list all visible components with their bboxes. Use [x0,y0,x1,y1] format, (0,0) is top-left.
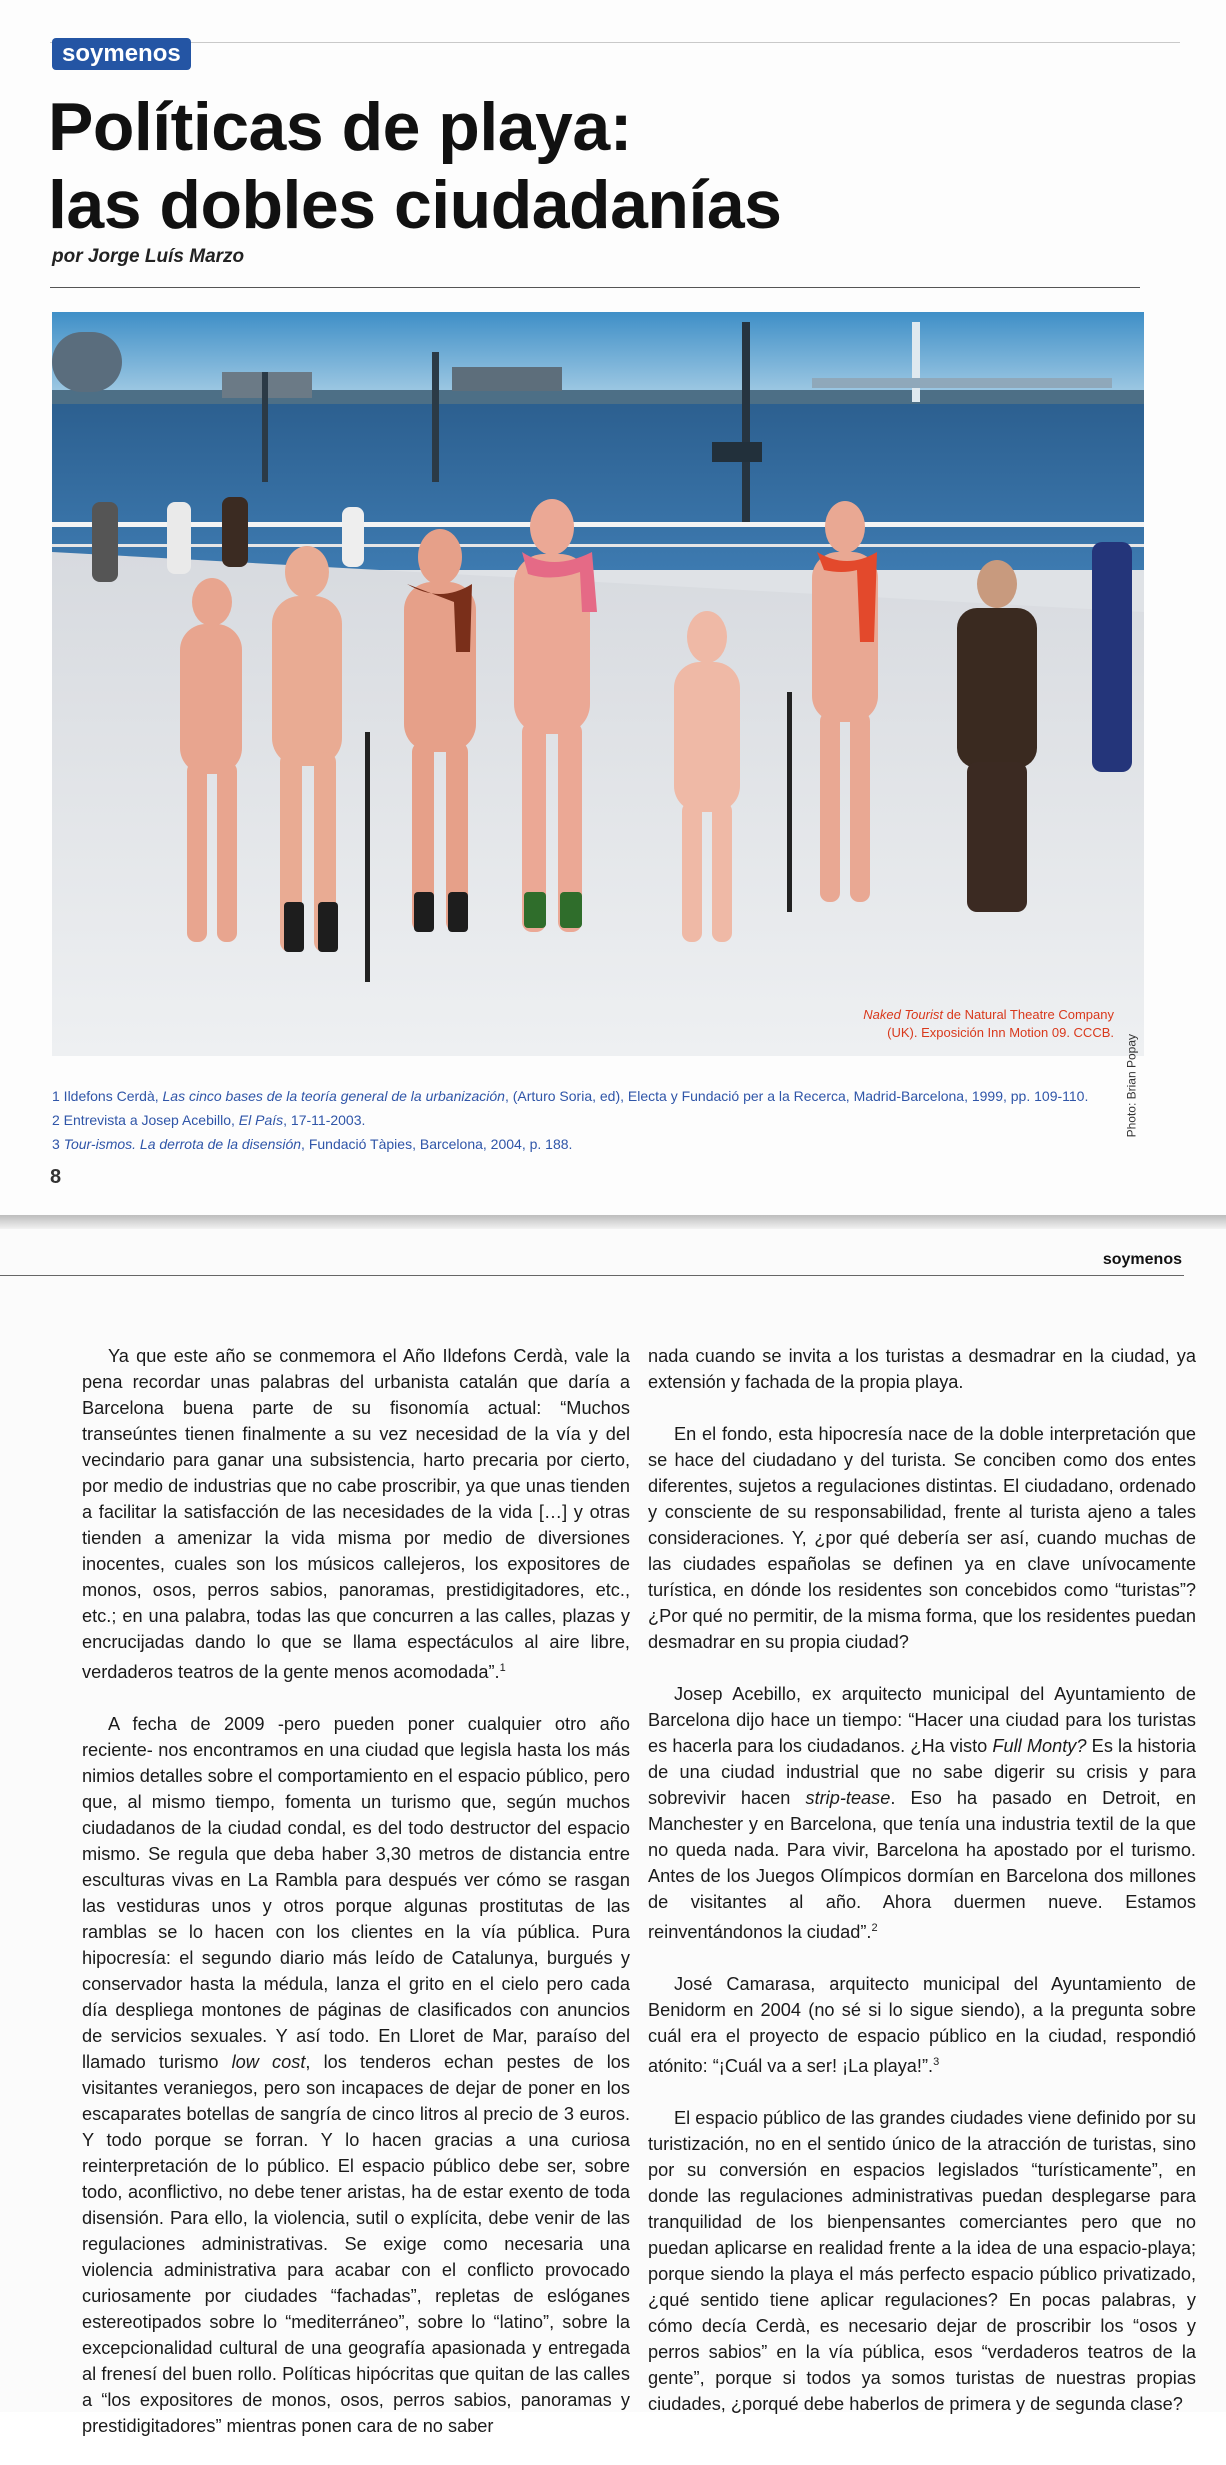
photo-caption [854,1006,1114,1042]
title-line-1: Políticas de playa: [48,89,632,165]
footnote-ref: 2 [871,1922,878,1934]
byline-rule [50,287,1140,288]
byline: por Jorge Luís Marzo [52,246,245,267]
paragraph: Ya que este año se conmemora el Año Ildefons Cerdà, vale la pena recordar unas palabras del urbanista catalán que daría a Barcelona buena parte de su fisonomía actual: “Muchos transeúntes tienen finalmente a su vez necesidad de la vía y del vecindario para ganar una subsistencia, harto precaria por cierto, por medio de industrias que no cabe proscribir, ya que unas tienden a facilitar la satisfacción de las necesidades de la vida […] y otras tienden a amenizar la vida misma por medio de diversiones inocentes, cuales son los músicos callejeros, los expositores de monos, osos, perros sabios, panoramas, prestidigitadores, etc., etc.; en una palabra, todas las que concurren a las calles, plazas y encrucijadas dando lo que se llama espectáculos al aire libre, verdaderos teatros de la gente menos acomodada”.$^1$ [82,1346,630,1683]
top-rule [50,42,1180,43]
header-rule [0,1275,1184,1276]
magazine-page-9 [0,1229,1226,2437]
magazine-page-8 [0,0,1226,1215]
text-column-right [648,1343,1196,2443]
footnote-ref: 3 [933,2056,940,2069]
page-divider [0,1215,1226,1229]
photo-credit: Photo: Brian Popay [1124,1034,1138,1138]
title-line-2: las dobles ciudadanías [48,167,782,243]
caption-text: de Natural Theatre Company (UK). Exposición Inn Motion 09. CCCB. [887,1007,1114,1040]
caption-title: Naked Tourist [863,1007,943,1022]
footnote-2: 2 Entrevista a Josep Acebillo, El País, 17-11-2003. [52,1112,366,1128]
footnote-ref: 1 [499,1662,506,1674]
paragraph: Josep Acebillo, ex arquitecto municipal del Ayuntamiento de Barcelona dijo hace un tiempo: “Hacer una ciudad para los turistas es hacerla para los ciudadanos. ¿Ha visto Full Monty? Es la historia de una ciudad industrial que no sabe digerir su crisis y para sobrevivir hacen strip-tease. Eso ha pasado en Detroit, en Manchester y en Barcelona, que tenía una industria textil de la que no queda nada. Para vivir, Barcelona ha apostado por el turismo. Antes de los Juegos Olímpicos dormían en Barcelona dos millones de visitantes al año. Ahora duermen nueve. Estamos reinventándonos la ciudad”.$^2$ [648,1684,1196,1943]
footnote-3: 3 Tour-ismos. La derrota de la disensión, Fundació Tàpies, Barcelona, 2004, p. 188. [52,1136,573,1152]
text-column-left [82,1343,630,2465]
page-number: 8 [50,1166,62,1188]
section-tag-page2: soymenos [1102,1251,1182,1268]
section-tag: soymenos [52,38,191,70]
paragraph: A fecha de 2009 -pero pueden poner cualquier otro año reciente- nos encontramos en una ciudad que legisla hasta los más nimios detalles sobre el comportamiento en el espacio público, pero que, al mismo tiempo, fomenta un turismo que, según muchos ciudadanos de la ciudad condal, es del todo destructor del espacio mismo. Se regula que deba haber 3,30 metros de distancia entre esculturas vivas en La Rambla para después ver cómo se rasgan las vestiduras unos y otros porque algunas prostitutas de las ramblas se lo hacen con los clientes en la vía pública. Pura hipocresía: el segundo diario más leído de Catalunya, burgués y conservador hasta la médula, lanza el grito en el cielo pero cada día despliega montones de páginas de clasificados con anuncios de servicios sexuales. Y así todo. En Lloret de Mar, paraíso del llamado turismo low cost, los tenderos echan pestes de los visitantes veraniegos, pero son incapaces de dejar de poner en los escaparates botellas de sangría de cinco litros al precio de 3 euros. Y todo porque se forran. Y lo hacen gracias a una curiosa reinterpretación de lo público. El espacio público debe ser, sobre todo, aconflictivo, no debe tener aristas, ha de estar exento de toda disensión. Para ello, la violencia, sutil o explícita, debe venir de las regulaciones administrativas. Se exige como necesaria una violencia administrativa para acabar con el conflicto provocado curiosamente por ciudades “fachadas”, repletas de eslóganes estereotipados sobre lo “mediterráneo”, sobre lo “latino”, sobre la excepcionalidad cultural de una geografía apasionada y entregada al frenesí del buen rollo. Políticas hipócritas que quitan de las calles a “los expositores de monos, osos, perros sabios, panoramas y prestidigitadores” mientras ponen cara de no saber [82,1714,630,2437]
paragraph: José Camarasa, arquitecto municipal del Ayuntamiento de Benidorm en 2004 (no sé si lo sigue siendo), a la pregunta sobre cuál era el proyecto de espacio público en la ciudad, respondió atónito: “¡Cuál va a ser! ¡La playa!”.$^3$ [648,1974,1196,2077]
footnotes [52,1084,1152,1156]
photo-illustration [52,312,1144,1056]
article-title [48,88,1148,244]
paragraph: En el fondo, esta hipocresía nace de la doble interpretación que se hace del ciudadano y del turista. Se conciben como dos entes diferentes, sujetos a regulaciones distintas. El ciudadano, ordenado y consciente de su responsabilidad, frente al turista ajeno a tales consideraciones. Y, ¿por qué debería ser así, cuando muchas de las ciudades españolas se definen ya en clave unívocamente turística, en dónde los residentes son concebidos como “turistas”? ¿Por qué no permitir, de la misma forma, que los residentes puedan desmadrar en su propia ciudad? [648,1424,1196,1652]
footnote-1: 1 Ildefons Cerdà, Las cinco bases de la teoría general de la urbanización, (Arturo Soria, ed), Electa y Fundació per a la Recerca, Madrid-Barcelona, 1999, pp. 109-110. [52,1088,1089,1104]
paragraph-continued: nada cuando se invita a los turistas a desmadrar en la ciudad, ya extensión y fachada de la propia playa. [648,1346,1196,1392]
paragraph: El espacio público de las grandes ciudades viene definido por su turistización, no en el sentido único de la atracción de turistas, sino por su conversión en espacios legislados “turísticamente”, en donde las regulaciones administrativas puedan desplegarse para tranquilidad de los bienpensantes comerciantes pero que no puedan aplicarse en realidad frente a la idea de una espacio-playa; porque siendo la playa el más perfecto espacio público privatizado, ¿qué sentido tiene aplicar regulaciones? En pocas palabras, y cómo decía Cerdà, es necesario dejar de proscribir los “osos y perros sabios” en la vía pública, esos “verdaderos teatros de la gente”, porque si todos ya somos turistas de nuestras propias ciudades, ¿porqué debe haberlos de primera y de segunda clase? [648,2108,1196,2415]
